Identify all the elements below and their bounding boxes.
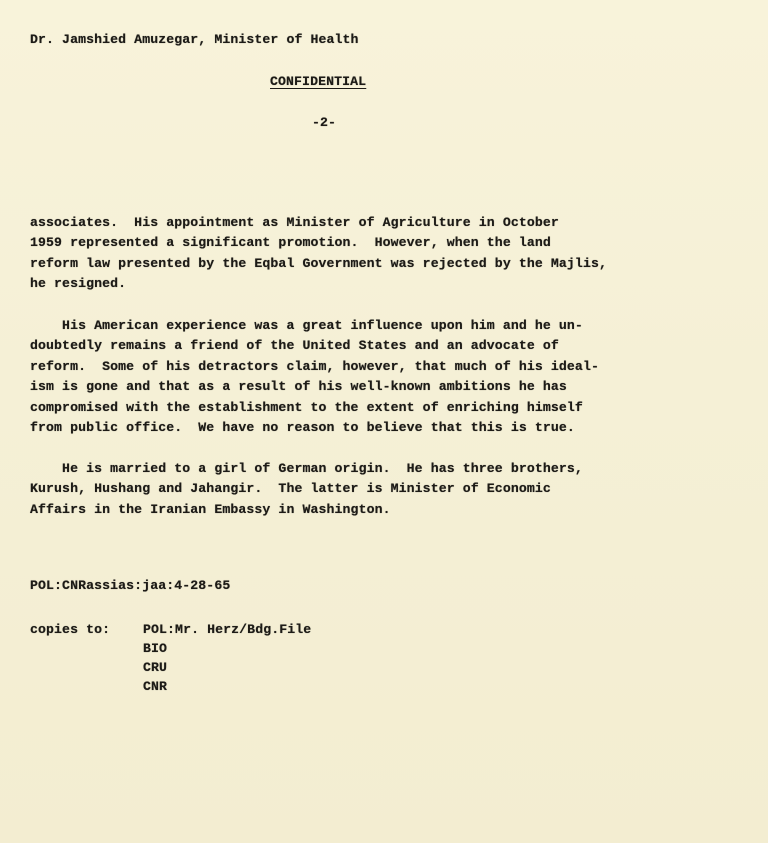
copy-recipient: CRU (143, 660, 168, 675)
paragraph-appointment (30, 213, 755, 295)
paragraph-line: Kurush, Hushang and Jahangir. The latter is Minister of Economic (30, 481, 551, 497)
page-number: -2- (312, 115, 337, 130)
copy-recipient: POL:Mr. Herz/Bdg.File (143, 622, 312, 637)
paragraph-line: doubtedly remains a friend of the United States and an advocate of (30, 338, 559, 354)
paragraph-line: from public office. We have no reason to believe that this is true. (30, 420, 575, 436)
paragraph-line: reform. Some of his detractors claim, however, that much of his ideal- (30, 358, 599, 374)
addressee-line: Dr. Jamshied Amuzegar, Minister of Health (30, 32, 359, 47)
classification-marking: CONFIDENTIAL (270, 74, 367, 89)
copy-recipient: BIO (143, 641, 168, 656)
copies-label: copies to: (30, 622, 111, 637)
paragraph-american-experience (30, 316, 755, 438)
copies-recipients (143, 620, 311, 696)
paragraph-line: he resigned. (30, 276, 127, 292)
paragraph-line: Affairs in the Iranian Embassy in Washington. (30, 501, 391, 517)
paragraph-line: 1959 represented a significant promotion. However, when the land (30, 235, 551, 251)
distribution-list (30, 620, 311, 696)
reference-line: POL:CNRassias:jaa:4-28-65 (30, 578, 231, 593)
paragraph-line: compromised with the establishment to the extent of enriching himself (30, 399, 583, 415)
paragraph-line: associates. His appointment as Minister of Agriculture in October (30, 215, 559, 230)
paragraph-family (30, 459, 755, 520)
paragraph-line: ism is gone and that as a result of his well-known ambitions he has (30, 379, 567, 395)
copy-recipient: CNR (143, 679, 168, 694)
paragraph-line: He is married to a girl of German origin. He has three brothers, (30, 461, 583, 476)
paragraph-line: reform law presented by the Eqbal Government was rejected by the Majlis, (30, 255, 607, 271)
paragraph-line: His American experience was a great influence upon him and he un- (30, 318, 583, 333)
